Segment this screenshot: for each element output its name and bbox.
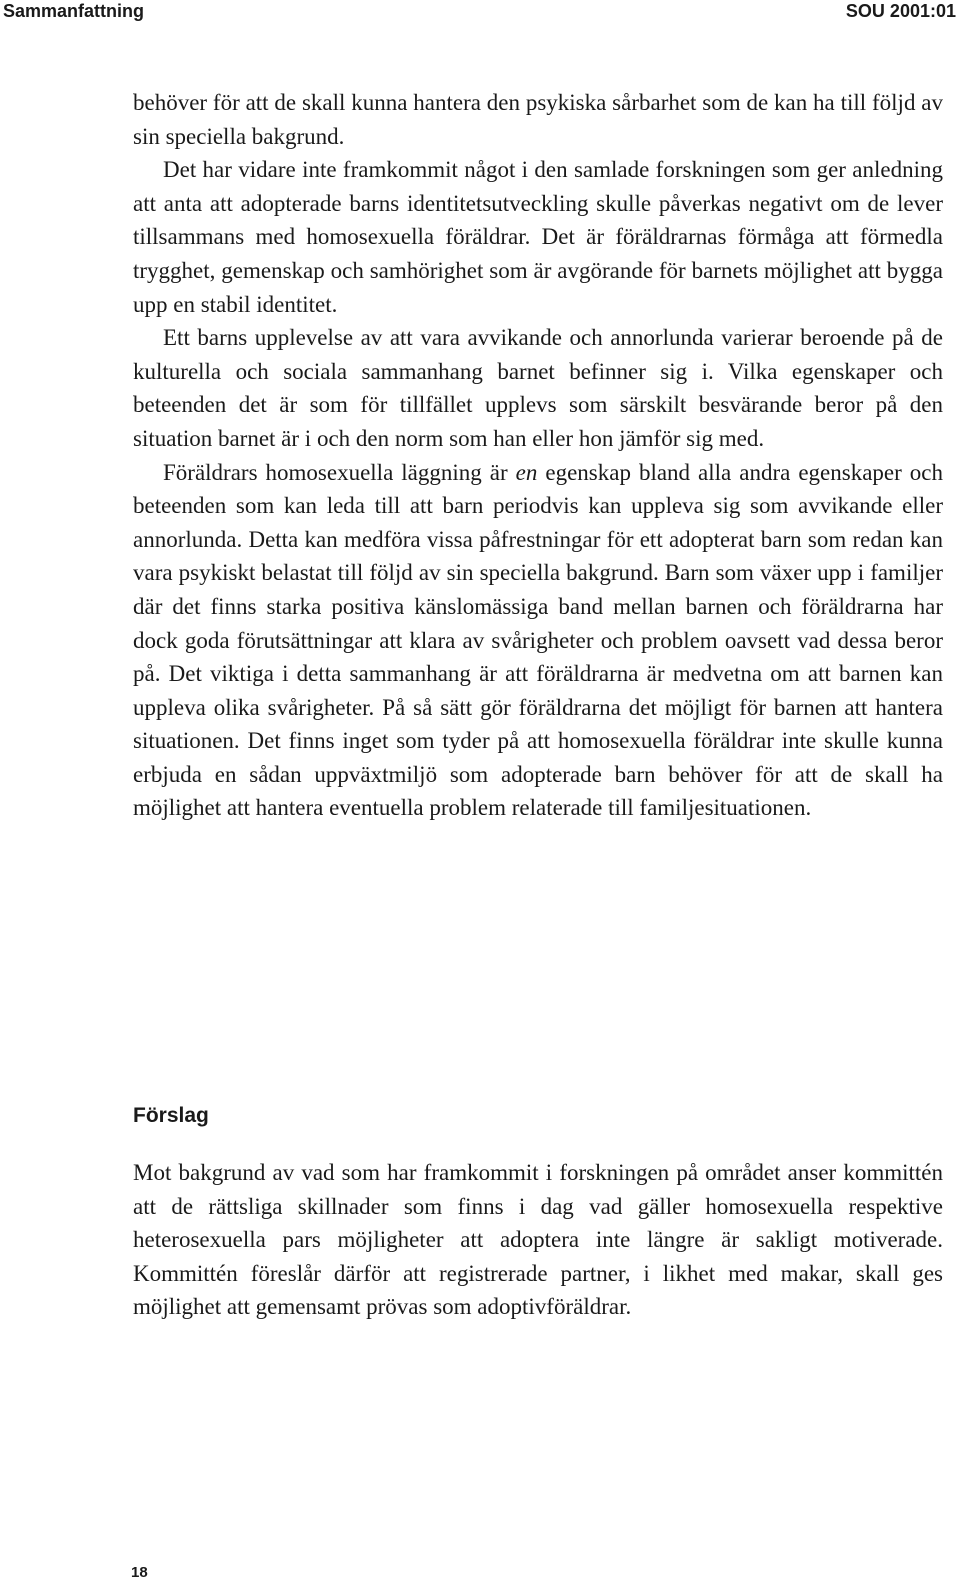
proposal-text-block bbox=[133, 1156, 943, 1324]
section-heading: Förslag bbox=[133, 1104, 209, 1127]
paragraph-continuation: behöver för att de skall kunna hantera den psykiska sårbarhet som de kan ha till följd av sin speciella bakgrund. bbox=[133, 90, 943, 149]
summary-text-block bbox=[133, 86, 943, 825]
header-document-id: SOU 2001:01 bbox=[845, 1, 956, 21]
header-section-title: Sammanfattning bbox=[3, 1, 145, 21]
paragraph-proposal: Mot bakgrund av vad som har framkommit i forskningen på området anser kommittén att de rättsliga skillnader som finns i dag vad gäller homosexuella respektive heterosexuella pars möjligheter att adoptera inte längre är sakligt motiverade. Kommittén föreslår därför att registrerade partner, i likhet med makar, skall ges möjlighet att gemensamt prövas som adoptivföräldrar. bbox=[133, 1160, 943, 1320]
paragraph-deviance-experience: Ett barns upplevelse av att vara avvikande och annorlunda varierar beroende på de kulturella och sociala sammanhang barnet befinner sig i. Vilka egenskaper och beteenden det är som för tillfället upplevs som särskilt besvärande beror på den situation barnet är i och den norm som han eller hon jämför sig med. bbox=[133, 325, 943, 451]
paragraph-parental-orientation bbox=[133, 456, 943, 826]
paragraph-text: Föräldrars homosexuella läggning är bbox=[163, 459, 516, 485]
paragraph-text: egenskap bland alla andra egenskaper och beteenden som kan leda till att barn periodvis kan uppleva sig som avvikande eller annorlunda. Detta kan medföra vissa påfrestningar för ett adopterat barn som redan kan vara psykiskt belastat till följd av sin speciella bakgrund. Barn som växer upp i familjer där det finns starka positiva känslomässiga band mellan barnen och föräldrarna har dock goda förutsättningar att klara av svårigheter och problem oavsett vad dessa beror på. Det viktiga i detta sammanhang är att föräldrarna är medvetna om att barnen kan uppleva olika svårigheter. På så sätt gör föräldrarna det möjligt för barnen att hantera situationen. Det finns inget som tyder på att homosexuella föräldrar inte skulle kunna erbjuda en sådan uppväxtmiljö som adopterade barn behöver för att de skall ha möjlighet att hantera eventuella problem relaterade till familjesituationen. bbox=[133, 459, 943, 821]
running-header bbox=[0, 0, 960, 26]
paragraph-identity-development: Det har vidare inte framkommit något i den samlade forskningen som ger anledning att anta att adopterade barns identitetsutveckling skulle påverkas negativt om de lever tillsammans med homosexuella föräldrar. Det är föräldrarnas förmåga att förmedla trygghet, gemenskap och samhörighet som är avgörande för barnets möjlighet att bygga upp en stabil identitet. bbox=[133, 157, 943, 317]
emphasis-text: en bbox=[515, 459, 538, 485]
page-number: 18 bbox=[131, 1564, 148, 1581]
